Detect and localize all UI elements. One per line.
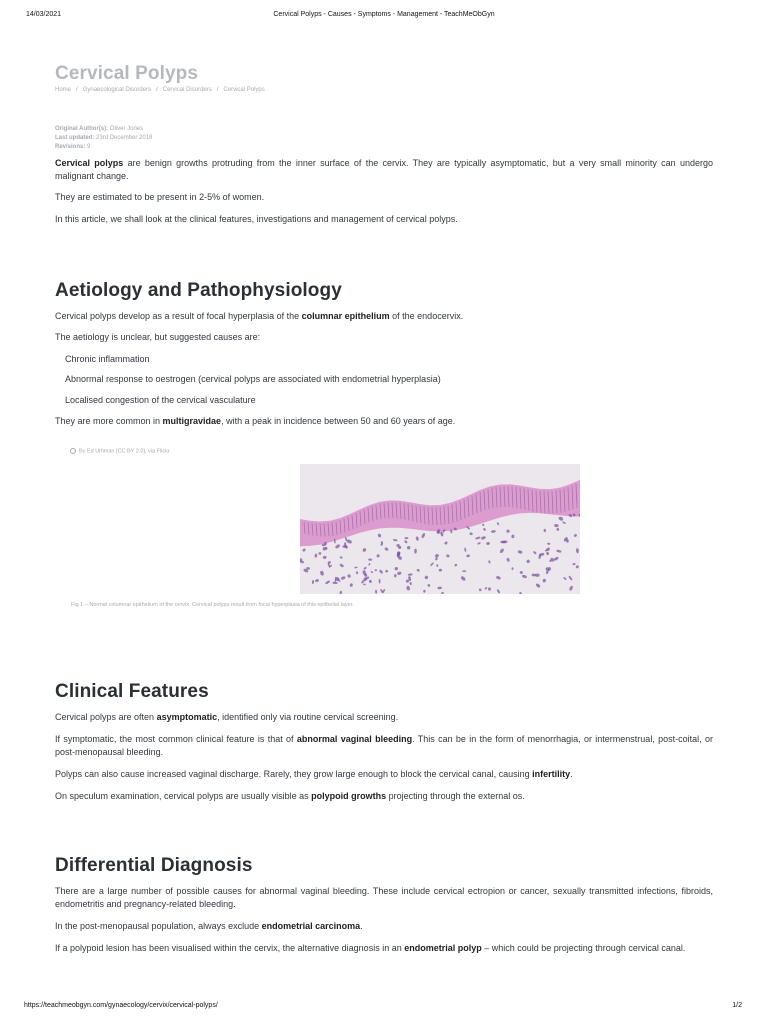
intro-paragraph-2: They are estimated to be present in 2-5% of women. (55, 192, 265, 202)
print-document-title: Cervical Polyps - Causes - Symptoms - Management - TeachMeObGyn (273, 11, 495, 18)
stromal-nucleus (404, 537, 408, 539)
clinical-paragraph-3: Polyps can also cause increased vaginal discharge. Rarely, they grow large enough to block the cervical canal, causing infertility. (55, 769, 573, 779)
print-footer (0, 1002, 768, 1014)
article-meta (55, 125, 152, 152)
stromal-nucleus (342, 545, 347, 548)
figure-credit: By Ed Uthman [CC BY 2.0], via Flickr (70, 448, 170, 454)
print-url: https://teachmeobgyn.com/gynaecology/cervix/cervical-polyps/ (24, 1002, 218, 1009)
meta-updated: Last updated: 23rd December 2018 (55, 135, 153, 141)
list-item: Localised congestion of the cervical vasculature (65, 395, 256, 405)
differential-paragraph-1: There are a large number of possible causes for abnormal vaginal bleeding. These include cervical ectropion or cancer, sexually transmitted infections, fibroids, endometritis and pregnancy-related bleeding. (55, 886, 713, 909)
differential-paragraph-2: In the post-menopausal population, always exclude endometrial carcinoma. (55, 921, 363, 931)
breadcrumb-gynaecological-disorders[interactable]: Gynaecological Disorders (82, 87, 152, 93)
breadcrumb-separator: / (76, 87, 78, 93)
histology-micrograph (300, 464, 580, 594)
aetiology-paragraph-1: Cervical polyps develop as a result of focal hyperplasia of the columnar epithelium of the endocervix. (55, 311, 464, 321)
meta-author: Original Author(s): Oliver Jones (55, 126, 144, 132)
creative-commons-icon (70, 448, 76, 454)
heading-differential-diagnosis: Differential Diagnosis (55, 855, 253, 876)
figure-caption: Fig 1 – Normal columnar epithelium of the cervix. Cervical polyps result from focal hyperplasia of this epithelial layer. (71, 602, 354, 608)
breadcrumb-cervical-disorders[interactable]: Cervical Disorders (162, 87, 212, 93)
list-item: Abnormal response to oestrogen (cervical polyps are associated with endometrial hyperplasia) (65, 374, 441, 384)
aetiology-paragraph-3: They are more common in multigravidae, with a peak in incidence between 50 and 60 years of age. (55, 416, 456, 426)
print-date: 14/03/2021 (26, 11, 62, 18)
meta-revisions: Revisions: 9 (55, 144, 91, 150)
breadcrumb-current: Cervical Polyps (223, 87, 265, 93)
histology-image (300, 464, 580, 594)
print-header (0, 11, 768, 23)
list-item: Chronic inflammation (65, 354, 150, 364)
clinical-paragraph-2: If symptomatic, the most common clinical feature is that of abnormal vaginal bleeding. This can be in the form of menorrhagia, or intermenstrual, post-coital, or post-menopausal bleeding. (55, 734, 713, 757)
intro-paragraph-1: Cervical polyps are benign growths protruding from the inner surface of the cervix. They are typically asymptomatic, but a very small minority can undergo malignant change. (55, 158, 713, 181)
print-page-number: 1/2 (732, 1002, 742, 1009)
author-name[interactable]: Oliver Jones (109, 126, 144, 132)
breadcrumb-home[interactable]: Home (55, 87, 72, 93)
stromal-nucleus (462, 570, 466, 572)
heading-clinical-features: Clinical Features (55, 681, 209, 702)
clinical-paragraph-4: On speculum examination, cervical polyps are usually visible as polypoid growths projecting through the external os. (55, 791, 525, 801)
heading-aetiology: Aetiology and Pathophysiology (55, 280, 342, 301)
breadcrumb (55, 87, 265, 93)
clinical-paragraph-1: Cervical polyps are often asymptomatic, identified only via routine cervical screening. (55, 712, 399, 722)
breadcrumb-separator: / (216, 87, 219, 93)
aetiology-paragraph-2: The aetiology is unclear, but suggested causes are: (55, 332, 261, 342)
breadcrumb-separator: / (156, 87, 158, 93)
intro-paragraph-3: In this article, we shall look at the clinical features, investigations and management of cervical polyps. (55, 214, 458, 224)
differential-paragraph-3: If a polypoid lesion has been visualised within the cervix, the alternative diagnosis in an endometrial polyp – which could be projecting through cervical canal. (55, 943, 686, 953)
page-title: Cervical Polyps (55, 63, 199, 84)
